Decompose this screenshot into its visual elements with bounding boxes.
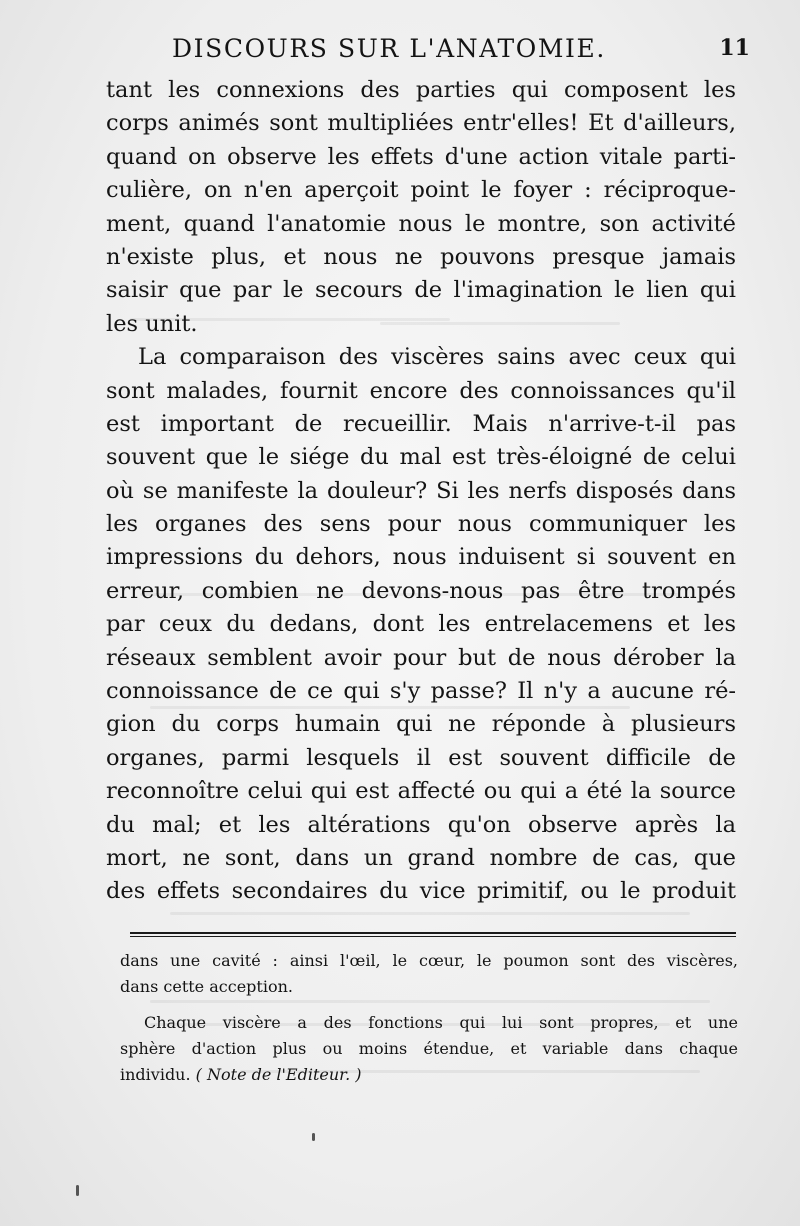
page-number: 11 [719,35,750,61]
text-line: culière, on n'en aperçoit point le foyer : réciproque- [106,177,736,204]
footnote-line-attribution [120,1062,738,1088]
footnote-line: dans cette acception. [120,977,293,996]
text-line: ment, quand l'anatomie nous le montre, son activité [106,210,736,237]
text-line: erreur, combien ne devons-nous pas être trompés [106,577,736,604]
text-line: les organes des sens pour nous communiquer les [106,511,736,538]
paper-speck [312,1133,315,1141]
text-line: gion du corps humain qui ne réponde à plusieurs [106,711,736,738]
paper-speck [76,1185,79,1196]
footnote-line: dans une cavité : ainsi l'œil, le cœur, le poumon sont des viscères, [120,951,738,970]
running-title: DISCOURS SUR L'ANATOMIE. [172,34,606,63]
text-line: du mal; et les altérations qu'on observe après la [106,811,736,838]
text-line: où se manifeste la douleur? Si les nerfs disposés dans [106,477,736,504]
text-line: corps animés sont multipliées entr'elles! Et d'ailleurs, [106,110,736,137]
page-header [160,34,750,64]
footnote-rule-thick [130,932,736,934]
footnote-line: Chaque viscère a des fonctions qui lui sont propres, et une [144,1013,738,1032]
text-line: reconnoître celui qui est affecté ou qui a été la source [106,778,736,805]
text-line: des effets secondaires du vice primitif, ou le produit [106,878,736,905]
text-line: La comparaison des viscères sains avec ceux qui [138,344,736,371]
text-line: connoissance de ce qui s'y passe? Il n'y a aucune ré- [106,678,736,705]
text-line: quand on observe les effets d'une action vitale parti- [106,143,736,170]
text-line: saisir que par le secours de l'imagination le lien qui [106,277,736,304]
text-line: impressions du dehors, nous induisent si souvent en [106,544,736,571]
text-line: est important de recueillir. Mais n'arrive-t-il pas [106,410,736,437]
text-line: souvent que le siége du mal est très-éloigné de celui [106,444,736,471]
body-text [106,74,736,909]
footnote-text: individu. [120,1065,191,1084]
text-line: les unit. [106,310,198,337]
footnote-block [120,948,738,1088]
footnote-rule-thin [130,936,736,937]
text-line: sont malades, fournit encore des connoissances qu'il [106,377,736,404]
text-line: mort, ne sont, dans un grand nombre de cas, que [106,844,736,871]
editor-note: ( Note de l'Editeur. ) [195,1065,362,1084]
text-line: par ceux du dedans, dont les entrelacemens et les [106,611,736,638]
text-line: réseaux semblent avoir pour but de nous dérober la [106,644,736,671]
footnote-line: sphère d'action plus ou moins étendue, et variable dans chaque [120,1039,738,1058]
text-line: organes, parmi lesquels il est souvent difficile de [106,744,736,771]
text-line: n'existe plus, et nous ne pouvons presque jamais [106,243,736,270]
text-line: tant les connexions des parties qui composent les [106,77,736,103]
